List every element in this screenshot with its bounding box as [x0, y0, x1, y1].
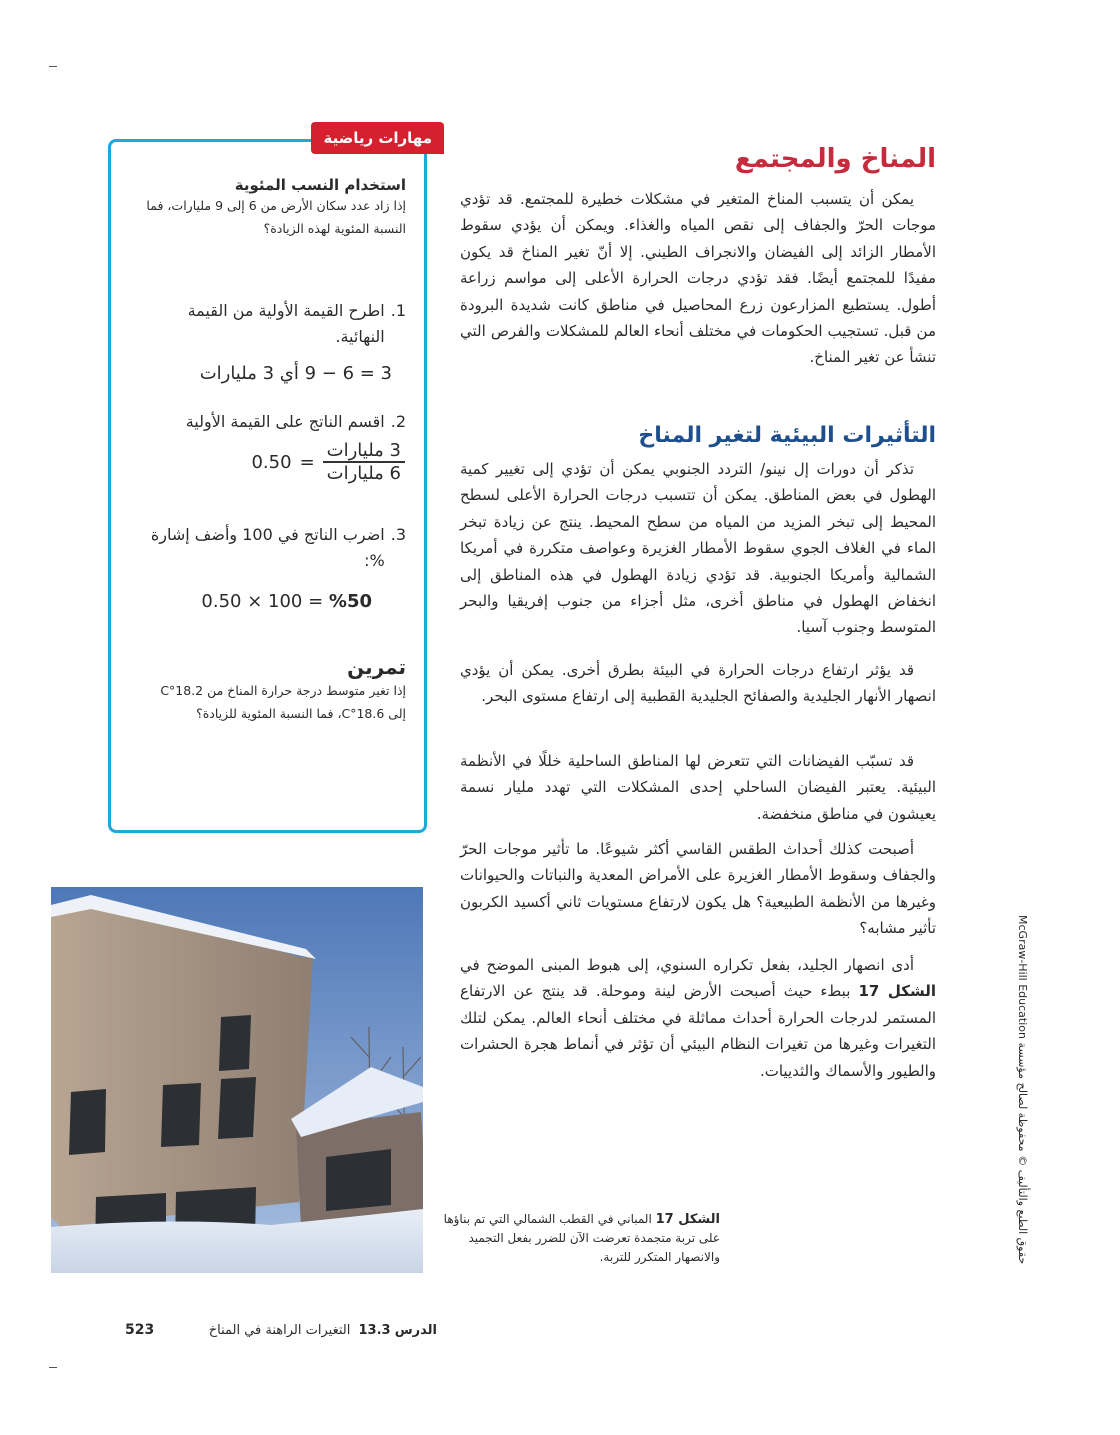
figure-reference[interactable]: الشكل 17 — [858, 982, 936, 1001]
lesson-number: 13.3 — [358, 1323, 391, 1338]
step-text: اطرح القيمة الأولية من القيمة النهائية. — [187, 301, 385, 346]
arctic-building-photo — [51, 887, 423, 1273]
paragraph-text: قد يؤثر ارتفاع درجات الحرارة في البيئة بطرق أخرى. يمكن أن يؤدي انصهار الأنهار الجليدية والصفائح الجليدية القطبية إلى ارتفاع مستوى البحر. — [460, 661, 936, 706]
step-3-expression: 0.50 × 100 = — [201, 591, 329, 612]
intro-paragraph — [460, 186, 936, 371]
paragraph-text-start: أدى انصهار الجليد، بفعل تكراره السنوي، إلى هبوط المبنى الموضح في — [460, 956, 914, 974]
copyright-notice: حقوق الطبع والتأليف © محفوظة لصالح مؤسسة McGraw-Hill Education — [1016, 915, 1029, 1265]
practice-title: تمرين — [347, 655, 406, 679]
fraction — [323, 440, 405, 484]
step-2-equation — [205, 440, 405, 484]
box-title: استخدام النسب المئوية — [234, 176, 406, 194]
practice-text: إذا تغير متوسط درجة حرارة المناخ من 18.2°C إلى 18.6°C، فما النسبة المئوية للزيادة؟ — [160, 683, 406, 721]
page-footer — [125, 1322, 437, 1338]
paragraph-text: تذكر أن دورات إل نينو/ التردد الجنوبي يمكن أن تؤدي إلى تغيير كمية الهطول في بعض المناطق. يمكن أن تتسبب درجات الحرارة الأعلى لسطح المحيط إلى تبخر المزيد من المياه من سطح المحيط. ينتج عن زيادة تبخر الماء في الغلاف الجوي سقوط الأمطار الغزيرة وعواصف متكررة في أمريكا الشمالية وأمريكا الجنوبية. قد تؤدي زيادة الهطول في هذه المناطق إلى انخفاض الهطول في مناطق أخرى، مثل أجزاء من جنوب إفريقيا والبحر المتوسط وجنوب آسيا. — [460, 460, 936, 637]
paragraph-text: قد تسبّب الفيضانات التي تتعرض لها المناطق الساحلية خللًا في الأنظمة البيئية. يعتبر الفيضان الساحلي إحدى المشكلات التي تهدد مليار نسمة يعيشون في مناطق منخفضة. — [460, 752, 936, 823]
caption-text: المباني في القطب الشمالي التي تم بناؤها على تربة متجمدة تعرضت الآن للضرر بفعل التجميد والانصهار المتكرر للتربة. — [443, 1212, 720, 1264]
body-paragraph — [460, 456, 936, 641]
math-skills-content — [140, 176, 406, 240]
step-3-equation — [150, 591, 372, 612]
step-3-result: %50 — [328, 591, 372, 612]
equals-sign: = — [299, 451, 315, 473]
problem-text: إذا زاد عدد سكان الأرض من 6 إلى 9 مليارات، فما النسبة المئوية لهذه الزيادة؟ — [146, 198, 406, 236]
paragraph-text — [460, 952, 936, 1084]
step-1 — [150, 298, 406, 350]
crop-mark — [49, 1367, 57, 1368]
step-2-result: 0.50 — [251, 451, 292, 473]
fraction-denominator: 6 مليارات — [326, 463, 401, 484]
lesson-title: التغيرات الراهنة في المناخ — [208, 1323, 351, 1338]
step-text: اضرب الناتج في 100 وأضف إشارة %: — [150, 525, 385, 570]
step-number: 1. — [390, 301, 406, 320]
step-number: 3. — [390, 525, 406, 544]
subsection-title: التأثيرات البيئية لتغير المناخ — [638, 423, 936, 448]
math-skills-box — [108, 139, 427, 833]
body-paragraph — [460, 748, 936, 827]
paragraph-text: أصبحت كذلك أحداث الطقس القاسي أكثر شيوعًا. ما تأثير موجات الحرّ والجفاف وسقوط الأمطار الغزيرة على الأمراض المعدية والنباتات والحيوانات وغيرها من الأنظمة الطبيعية؟ هل يكون لارتفاع مستويات ثاني أكسيد الكربون تأثير مشابه؟ — [460, 840, 936, 938]
section-title: المناخ والمجتمع — [734, 144, 936, 174]
paragraph-text: يمكن أن يتسبب المناخ المتغير في مشكلات خطيرة للمجتمع. قد تؤدي موجات الحرّ والجفاف إلى نقص المياه والغذاء. ويمكن أن يؤدي سقوط الأمطار الزائد إلى الفيضان والانجراف الطيني. إلا أنّ تغير المناخ قد يكون مفيدًا للمجتمع أيضًا. فقد تؤدي درجات الحرارة الأعلى إلى مواسم زراعة أطول. يستطيع المزارعون زرع المحاصيل في مناطق كانت شديدة البرودة من قبل. تستجيب الحكومات في مختلف أنحاء العالم للمشكلات والفرص التي تنشأ عن تغير المناخ. — [460, 190, 936, 367]
practice-section — [140, 655, 406, 725]
step-1-equation: 3 = 6 − 9 أي 3 مليارات — [199, 363, 392, 384]
fraction-numerator: 3 مليارات — [323, 440, 405, 463]
body-paragraph — [460, 836, 936, 942]
step-3 — [150, 522, 406, 574]
page-number: 523 — [125, 1322, 155, 1338]
step-text: اقسم الناتج على القيمة الأولية — [185, 412, 385, 431]
footer-lesson — [209, 1323, 437, 1338]
crop-mark — [49, 66, 57, 67]
figure-photo — [51, 887, 423, 1273]
math-skills-tag: مهارات رياضية — [311, 122, 444, 154]
figure-label: الشكل 17 — [655, 1212, 720, 1227]
body-paragraph — [460, 952, 936, 1084]
figure-caption — [440, 1210, 720, 1267]
paragraph-text-end: ببطء حيث أصبحت الأرض لينة وموحلة. قد ينتج عن الارتفاع المستمر لدرجات الحرارة أحداث مماثلة في مختلف أنحاء العالم. يمكن لتلك التغيرات وغيرها من تغيرات النظام البيئي أن تؤثر في أنماط هجرة الحشرات والطيور والأسماك والثدييات. — [460, 982, 936, 1080]
body-paragraph — [460, 657, 936, 710]
lesson-label: الدرس — [394, 1323, 437, 1338]
step-2 — [150, 409, 406, 435]
step-number: 2. — [390, 412, 406, 431]
